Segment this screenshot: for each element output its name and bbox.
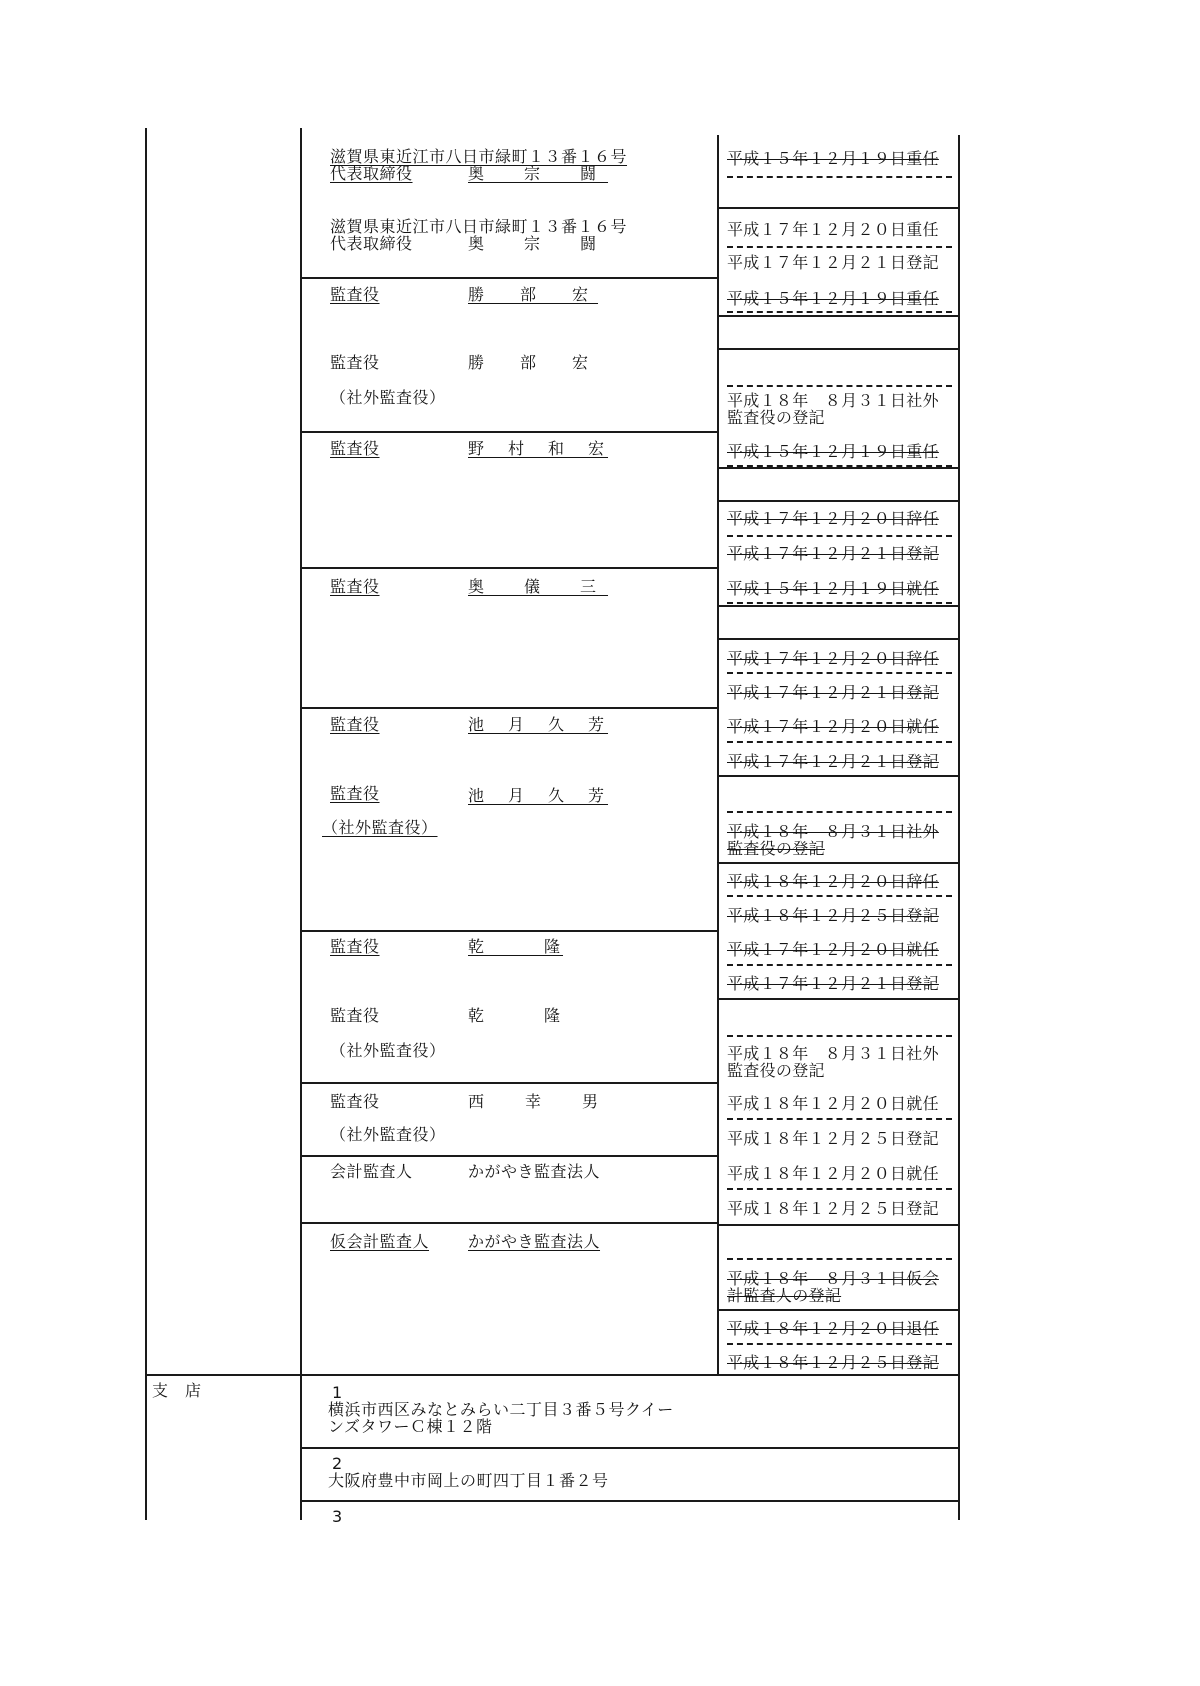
frame-left-line [145,128,147,1520]
officer-role: 監査役 [330,715,380,734]
date-entry: 平成１８年１２月２５日登記 [727,1199,939,1218]
officer-role: 監査役 [330,1006,380,1025]
date-entry: 平成１８年 ８月３１日仮会 [727,1269,939,1288]
row-separator [300,1155,717,1157]
date-entry: 平成１７年１２月２１日登記 [727,683,939,702]
officer-role: 仮会計監査人 [330,1232,430,1251]
date-entry: 平成１７年１２月２０日就任 [727,717,939,736]
branch-label: 支 店 [152,1381,202,1400]
officer-note: （社外監査役） [330,388,446,407]
officer-note: （社外監査役） [330,1125,446,1144]
rep-director-address: 滋賀県東近江市八日市緑町１３番１６号 [330,217,628,236]
date-separator [717,605,958,607]
date-dash [727,385,952,387]
date-entry: 平成１７年１２月２１日登記 [727,544,939,563]
date-entry: 平成１７年１２月２１日登記 [727,974,939,993]
officer-name: 野 村 和 宏 [468,439,609,458]
date-dash [727,1258,952,1260]
date-dash [727,311,952,313]
date-separator [717,862,958,864]
officer-role: 監査役 [330,577,380,596]
date-entry: 平成１８年１２月２５日登記 [727,1129,939,1148]
branch-address: ンズタワーＣ棟１２階 [328,1417,493,1436]
officer-name: 奥 儀 三 [468,577,609,596]
date-entry: 平成１７年１２月２１日登記 [727,253,939,272]
officer-role: 監査役 [330,353,380,372]
row-separator [300,567,717,569]
date-entry: 監査役の登記 [727,1061,825,1080]
date-column-left-line [717,135,719,1375]
date-entry: 平成１８年１２月２０日辞任 [727,872,939,891]
date-entry: 平成１７年１２月２０日辞任 [727,649,939,668]
date-entry: 平成１５年１２月１９日重任 [727,442,939,461]
date-entry: 平成１７年１２月２０日辞任 [727,509,939,528]
row-separator [300,277,717,279]
officer-name: かがやき監査法人 [468,1232,601,1251]
date-dash [727,465,952,467]
date-dash [727,602,952,604]
row-separator [300,707,717,709]
date-entry: 平成１５年１２月１９日就任 [727,579,939,598]
date-separator [717,500,958,502]
date-dash [727,741,952,743]
date-separator [717,1224,958,1226]
date-dash [727,672,952,674]
branch-address: 大阪府豊中市岡上の町四丁目１番２号 [328,1471,609,1490]
row-separator [300,1222,717,1224]
officer-note: （社外監査役） [330,1041,446,1060]
officer-role: 監査役 [330,1092,380,1111]
rep-director-role: 代表取締役 [330,234,413,253]
date-entry: 計監査人の登記 [727,1286,842,1305]
rep-director-role: 代表取締役 [330,164,413,183]
officer-name: 勝 部 宏 [468,285,599,304]
date-separator [717,467,958,469]
officer-name: 池 月 久 芳 [468,786,609,805]
date-separator [717,315,958,317]
branch-number: 2 [332,1454,343,1473]
branch-separator [300,1500,960,1502]
rep-director-name: 奥 宗 闘 [468,234,609,253]
branch-number: 1 [332,1383,343,1402]
date-entry: 平成１８年１２月２０日就任 [727,1164,939,1183]
date-dash [727,895,952,897]
rep-director-address: 滋賀県東近江市八日市緑町１３番１６号 [330,147,628,166]
date-separator [717,1309,958,1311]
date-entry: 平成１５年１２月１９日重任 [727,289,939,308]
row-separator [300,930,717,932]
officer-role: 監査役 [330,937,380,956]
frame-column-line [300,128,302,1520]
rep-director-name: 奥 宗 闘 [468,164,609,183]
officer-name: 勝 部 宏 [468,353,599,372]
date-dash [727,176,952,178]
date-entry: 監査役の登記 [727,408,825,427]
date-dash [727,964,952,966]
date-dash [727,1118,952,1120]
date-dash [727,535,952,537]
date-dash [727,246,952,248]
officer-role: 監査役 [330,439,380,458]
officer-name: 西 幸 男 [468,1092,602,1111]
date-entry: 平成１８年 ８月３１日社外 [727,822,939,841]
branch-separator [300,1447,960,1449]
branch-address: 横浜市西区みなとみらい二丁目３番５号クイー [328,1400,674,1419]
officer-note: （社外監査役） [322,818,438,837]
officer-name: 池 月 久 芳 [468,715,609,734]
officer-name: 乾 隆 [468,937,564,956]
branch-number: 3 [332,1507,343,1526]
date-separator [717,998,958,1000]
officer-name: 乾 隆 [468,1006,564,1025]
date-entry: 平成１７年１２月２１日登記 [727,752,939,771]
date-separator [717,207,958,209]
frame-right-line [958,135,960,1520]
date-entry: 平成１７年１２月２０日就任 [727,940,939,959]
date-entry: 平成１７年１２月２０日重任 [727,220,939,239]
officer-name: かがやき監査法人 [468,1162,601,1181]
date-dash [727,1035,952,1037]
date-entry: 平成１８年１２月２０日就任 [727,1094,939,1113]
date-entry: 平成１８年１２月２５日登記 [727,906,939,925]
officer-role: 監査役 [330,784,380,803]
date-entry: 平成１８年１２月２０日退任 [727,1319,939,1338]
date-separator [717,775,958,777]
date-separator [717,638,958,640]
date-entry: 平成１８年 ８月３１日社外 [727,1044,939,1063]
date-dash [727,811,952,813]
date-separator [717,348,958,350]
date-entry: 監査役の登記 [727,839,825,858]
officer-role: 会計監査人 [330,1162,413,1181]
branch-separator [145,1374,960,1376]
date-dash [727,1188,952,1190]
date-entry: 平成１５年１２月１９日重任 [727,149,939,168]
row-separator [300,1082,717,1084]
date-dash [727,1343,952,1345]
row-separator [300,431,717,433]
officer-role: 監査役 [330,285,380,304]
date-entry: 平成１８年 ８月３１日社外 [727,391,939,410]
date-entry: 平成１８年１２月２５日登記 [727,1353,939,1372]
